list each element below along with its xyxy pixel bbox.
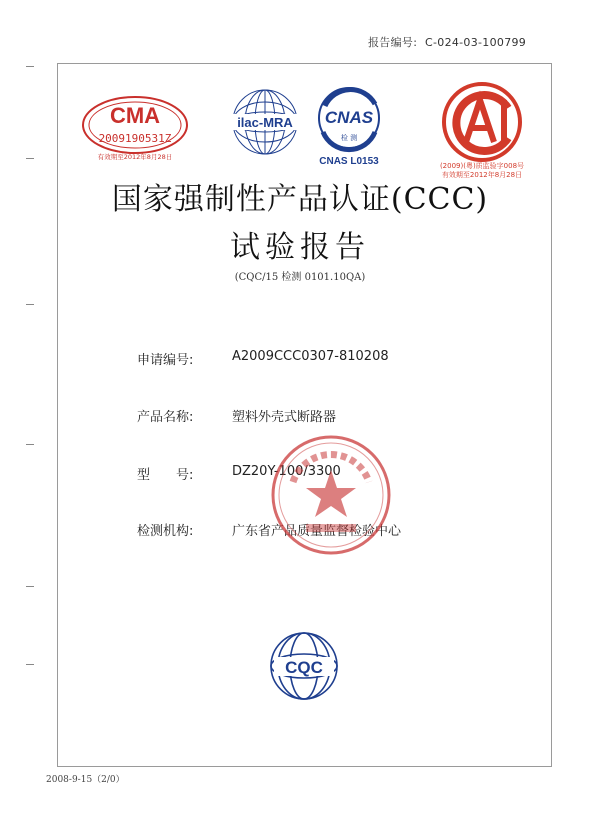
model-label: 型 号:: [137, 468, 194, 483]
report-number-value: C-024-03-100799: [425, 36, 527, 49]
testing-agency-label: 检测机构:: [137, 524, 194, 539]
report-title: 国家强制性产品认证(CCC): [111, 182, 489, 217]
official-seal-stamp: [268, 432, 394, 558]
cal-code: (2009)(粤)质监验字008号: [439, 162, 525, 170]
report-subtitle: 试验报告: [230, 230, 370, 265]
cqc-text: CQC: [285, 658, 323, 677]
cal-validity: 有效期至2012年8月28日: [441, 171, 523, 179]
cnas-text: CNAS: [324, 108, 374, 127]
binding-tick: [26, 586, 34, 587]
ilac-text: ilac-MRA: [237, 115, 293, 130]
cal-logo: [420, 80, 545, 180]
model-value: DZ20Y-100/3300: [232, 464, 341, 479]
cma-code: 2009190531Z: [98, 132, 172, 145]
ilac-mra-logo: [225, 88, 305, 160]
cqc-logo: [264, 630, 344, 702]
binding-tick: [26, 664, 34, 665]
cnas-logo: [305, 84, 395, 168]
cma-validity: 有效期至2012年8月28日: [97, 153, 173, 161]
cnas-code: CNAS L0153: [319, 156, 379, 167]
binding-tick: [26, 66, 34, 67]
binding-tick: [26, 158, 34, 159]
application-number-label: 申请编号:: [137, 353, 194, 368]
application-number-value: A2009CCC0307-810208: [232, 349, 389, 364]
report-number-label: 报告编号:: [368, 36, 418, 49]
cma-mark: CMA: [109, 103, 161, 128]
cma-logo: [80, 95, 190, 165]
product-name-label: 产品名称:: [137, 410, 194, 425]
product-name-value: 塑料外壳式断路器: [232, 410, 337, 425]
report-number: [368, 34, 530, 50]
document-code: (CQC/15 检测 0101.10QA): [234, 272, 366, 283]
cnas-sub: 检 测: [340, 134, 358, 142]
binding-tick: [26, 444, 34, 445]
binding-tick: [26, 304, 34, 305]
testing-agency-value: 广东省产品质量监督检验中心: [232, 524, 402, 539]
footer-date: 2008-9-15（2/0）: [46, 775, 125, 785]
